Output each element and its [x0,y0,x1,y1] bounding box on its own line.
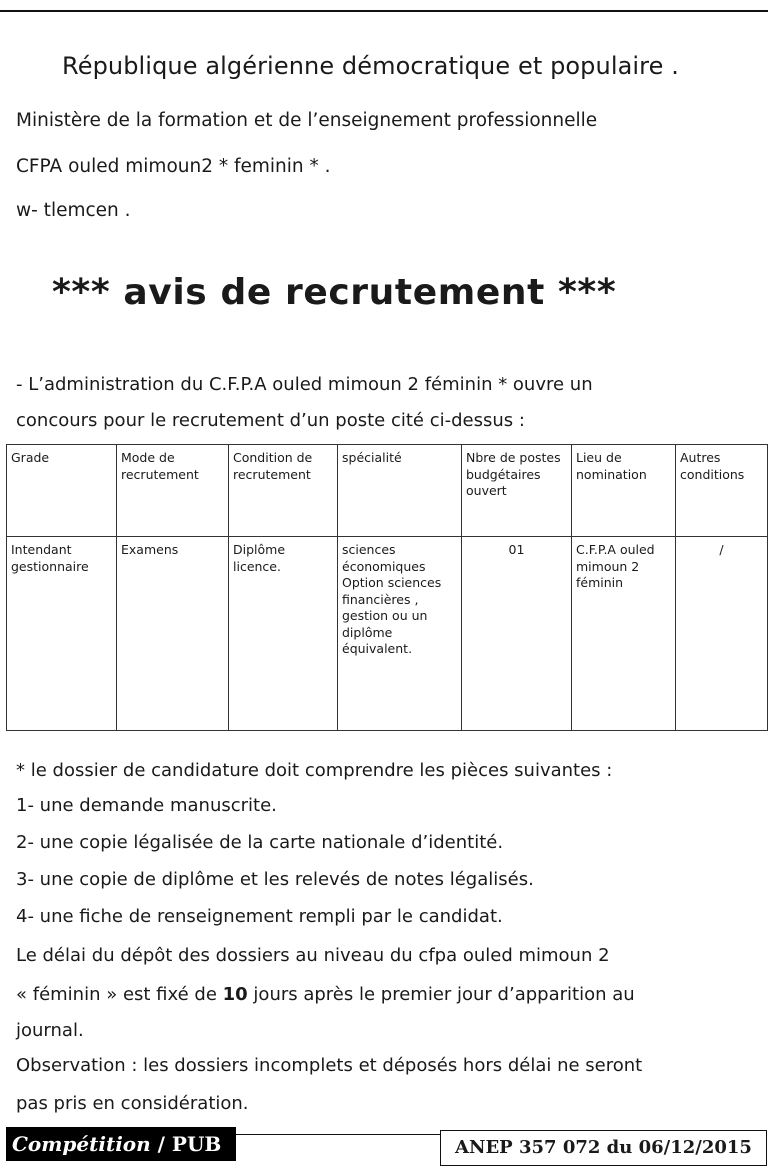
header-mode: Mode de recrutement [117,445,229,537]
cell-condition: Diplôme licence. [229,537,338,731]
dossier-item-2: 2- une copie légalisée de la carte nationale d’identité. [16,832,504,853]
center-line: CFPA ouled mimoun2 * feminin * . [16,156,331,177]
recruitment-table [6,444,768,731]
cell-mode: Examens [117,537,229,731]
cell-postes: 01 [462,537,572,731]
delai-line-1: Le délai du dépôt des dossiers au niveau du cfpa ouled mimoun 2 [16,945,610,966]
cell-specialite: sciences économiques Option sciences financières , gestion ou un diplôme équivalent. [338,537,462,731]
category-separator: / [150,1132,172,1156]
dossier-item-3: 3- une copie de diplôme et les relevés de notes légalisés. [16,869,534,890]
header-grade: Grade [7,445,117,537]
dossier-item-1: 1- une demande manuscrite. [16,795,277,816]
footer-rule [236,1134,440,1135]
dossier-item-4: 4- une fiche de renseignement rempli par le candidat. [16,906,503,927]
top-rule [0,10,768,12]
header-autres: Autres conditions [676,445,768,537]
header-lieu: Lieu de nomination [572,445,676,537]
cell-lieu: C.F.P.A ouled mimoun 2 féminin [572,537,676,731]
header-postes: Nbre de postes budgétaires ouvert [462,445,572,537]
delai-line-2 [16,984,635,1005]
cell-autres: / [676,537,768,731]
observation-line-1: Observation : les dossiers incomplets et déposés hors délai ne seront [16,1055,643,1076]
header-specialite: spécialité [338,445,462,537]
table-row [7,537,768,731]
notice-title: *** avis de recrutement *** [52,272,617,313]
delai-line-3: journal. [16,1020,84,1041]
intro-line-1: - L’administration du C.F.P.A ouled mimoun 2 féminin * ouvre un [16,374,593,395]
republic-heading: République algérienne démocratique et populaire . [62,52,679,80]
delai-days: 10 [222,984,248,1005]
category-name: Compétition [12,1132,151,1156]
cell-grade: Intendant gestionnaire [7,537,117,731]
header-condition: Condition de recrutement [229,445,338,537]
intro-line-2: concours pour le recrutement d’un poste cité ci-dessus : [16,410,525,431]
delai-line-2-start: « féminin » est fixé de [16,984,223,1005]
anep-reference: ANEP 357 072 du 06/12/2015 [440,1130,767,1166]
category-label [6,1127,236,1161]
delai-line-2-end: jours après le premier jour d’apparition au [247,984,635,1005]
table-header-row [7,445,768,537]
wilaya-line: w- tlemcen . [16,200,131,221]
category-tag: PUB [171,1132,222,1156]
observation-line-2: pas pris en considération. [16,1093,249,1114]
ministry-line: Ministère de la formation et de l’enseignement professionnelle [16,110,598,131]
dossier-intro: * le dossier de candidature doit comprendre les pièces suivantes : [16,760,613,781]
